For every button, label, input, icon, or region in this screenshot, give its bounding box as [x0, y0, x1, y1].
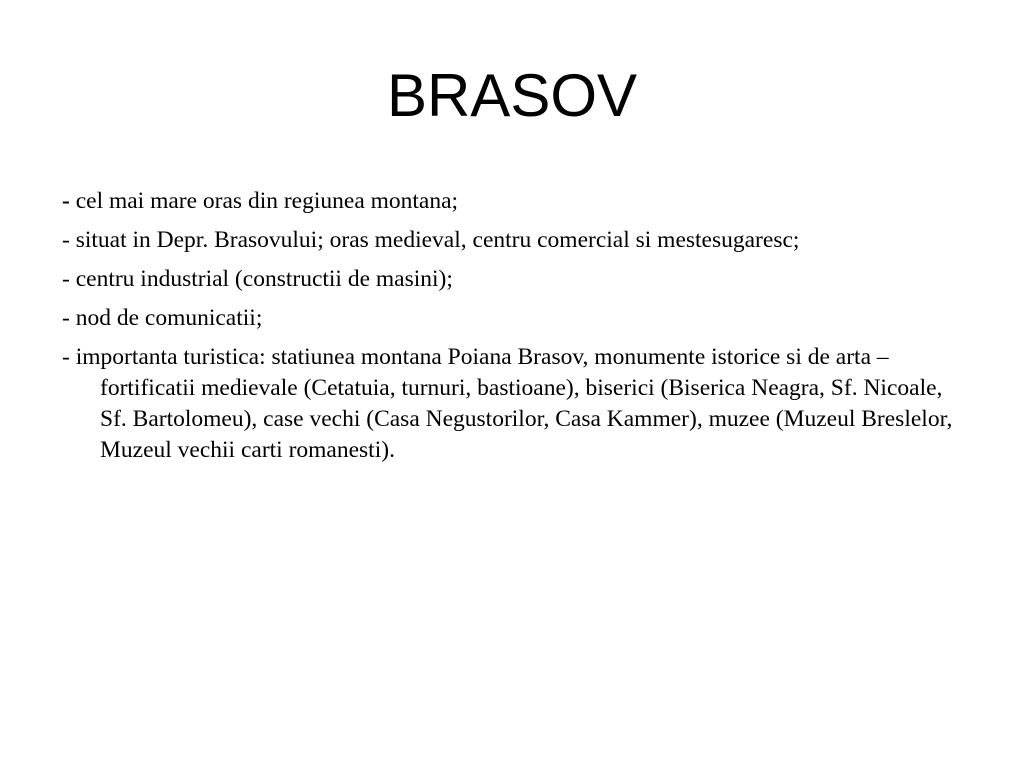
bullet-dash: - — [62, 188, 70, 214]
bullet-text: centru industrial (constructii de masini); — [69, 266, 453, 292]
bullet-dash: - — [62, 344, 70, 370]
bullet-text: nod de comunicatii; — [69, 305, 263, 331]
bullet-text: cel mai mare oras din regiunea montana; — [69, 188, 459, 214]
bullet-text: importanta turistica: statiunea montana Poiana Brasov, monumente istorice si de arta – fortificatii medievale (Cetatuia, turnuri, bastioane), biserici (Biserica Neagra, Sf. Nicoale, Sf. Bartolomeu), case vechi (Casa Negustorilor, Casa Kammer), muzee (Muzeul Breslelor, Muzeul vechii carti romanesti). — [69, 344, 953, 463]
bullet-item — [62, 186, 972, 217]
bullet-list — [62, 186, 972, 474]
bullet-dash: - — [62, 266, 70, 292]
bullet-item — [62, 225, 972, 256]
bullet-item — [62, 303, 972, 334]
slide-title: BRASOV — [386, 62, 638, 129]
bullet-dash: - — [62, 305, 70, 331]
bullet-text: situat in Depr. Brasovului; oras medieval, centru comercial si mestesugaresc; — [69, 227, 800, 253]
bullet-item — [62, 264, 972, 295]
bullet-dash: - — [62, 227, 70, 253]
bullet-item — [62, 342, 972, 466]
